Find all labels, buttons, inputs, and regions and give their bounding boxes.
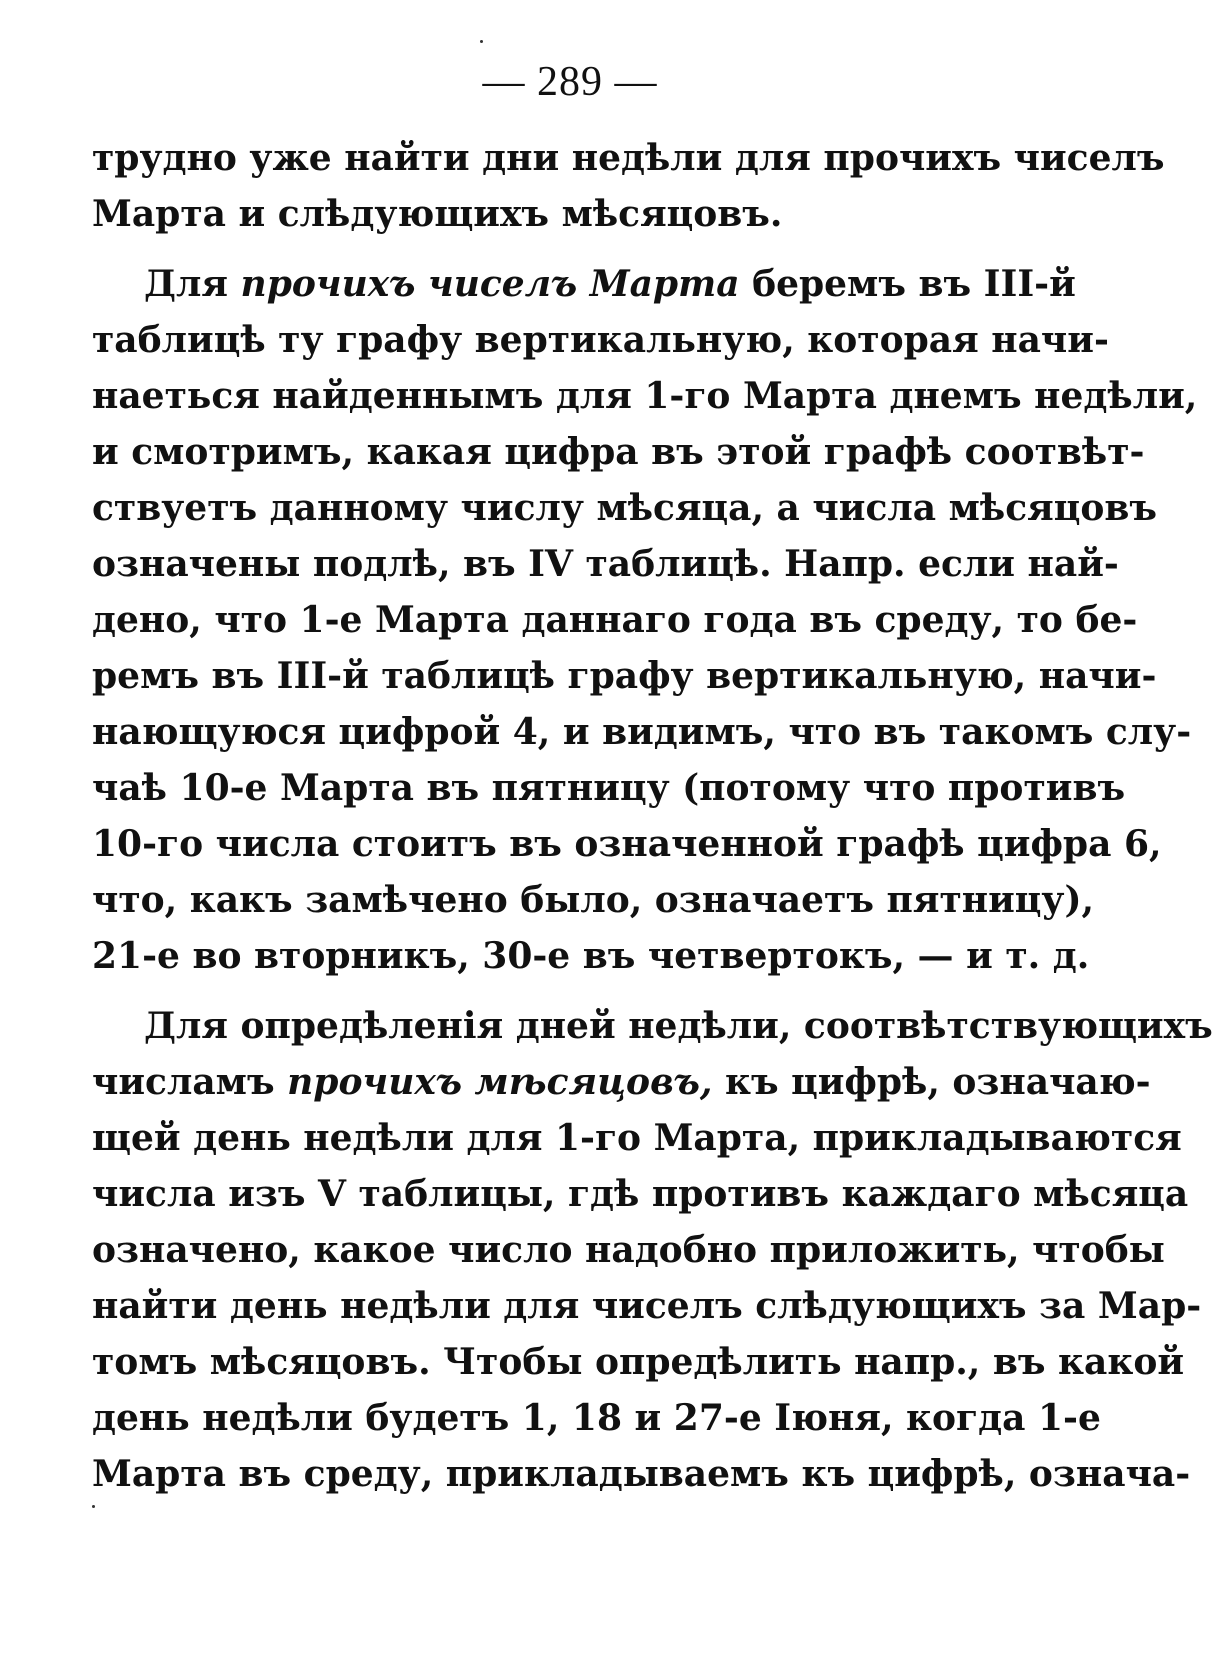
text-segment: Для bbox=[144, 263, 241, 305]
text-line: числа изъ V таблицы, гдѣ противъ каждаго мѣсяца bbox=[92, 1173, 1189, 1215]
text-line-with-italic bbox=[92, 256, 1076, 312]
text-segment: къ цифрѣ, означаю- bbox=[712, 1061, 1151, 1103]
print-speck bbox=[480, 40, 483, 43]
text-line: ствуетъ данному числу мѣсяца, а числа мѣсяцовъ bbox=[92, 487, 1157, 529]
text-line: 21-е во вторникъ, 30-е въ четвертокъ, — и т. д. bbox=[92, 935, 1090, 977]
text-line: означены подлѣ, въ IV таблицѣ. Напр. если най- bbox=[92, 543, 1119, 585]
italic-phrase: прочихъ чиселъ Марта bbox=[240, 263, 740, 305]
italic-phrase: прочихъ мѣсяцовъ, bbox=[287, 1061, 713, 1103]
text-line: дено, что 1-е Марта даннаго года въ среду, то бе- bbox=[92, 599, 1138, 641]
text-line: что, какъ замѣчено было, означаетъ пятницу), bbox=[92, 879, 1095, 921]
text-line: таблицѣ ту графу вертикальную, которая начи- bbox=[92, 319, 1109, 361]
page-number: — 289 — bbox=[482, 59, 658, 105]
text-line: Марта и слѣдующихъ мѣсяцовъ. bbox=[92, 193, 783, 235]
text-line: нающуюся цифрой 4, и видимъ, что въ такомъ слу- bbox=[92, 711, 1192, 753]
text-line-with-italic bbox=[92, 1054, 1151, 1110]
text-line: наеться найденнымъ для 1-го Марта днемъ недѣли, bbox=[92, 375, 1198, 417]
text-line: день недѣли будетъ 1, 18 и 27-е Іюня, когда 1-е bbox=[92, 1397, 1101, 1439]
text-line: ремъ въ III-й таблицѣ графу вертикальную, начи- bbox=[92, 655, 1157, 697]
body-text bbox=[92, 130, 1213, 1502]
text-line: 10-го числа стоитъ въ означенной графѣ цифра 6, bbox=[92, 823, 1162, 865]
text-line: трудно уже найти дни недѣли для прочихъ чиселъ bbox=[92, 137, 1165, 179]
text-line: найти день недѣли для чиселъ слѣдующихъ за Мар- bbox=[92, 1285, 1202, 1327]
text-segment: числамъ bbox=[92, 1061, 288, 1103]
text-line: Для опредѣленія дней недѣли, соотвѣтствующихъ bbox=[144, 1005, 1213, 1047]
text-segment: беремъ въ III-й bbox=[739, 263, 1076, 305]
text-line: и смотримъ, какая цифра въ этой графѣ соотвѣт- bbox=[92, 431, 1145, 473]
text-line: чаѣ 10-е Марта въ пятницу (потому что противъ bbox=[92, 767, 1126, 809]
text-line: Марта въ среду, прикладываемъ къ цифрѣ, означа- bbox=[92, 1453, 1191, 1495]
text-line: щей день недѣли для 1-го Марта, прикладываются bbox=[92, 1117, 1182, 1159]
print-speck bbox=[92, 1505, 95, 1508]
text-line: означено, какое число надобно приложить, чтобы bbox=[92, 1229, 1165, 1271]
text-line: томъ мѣсяцовъ. Чтобы опредѣлить напр., въ какой bbox=[92, 1341, 1185, 1383]
